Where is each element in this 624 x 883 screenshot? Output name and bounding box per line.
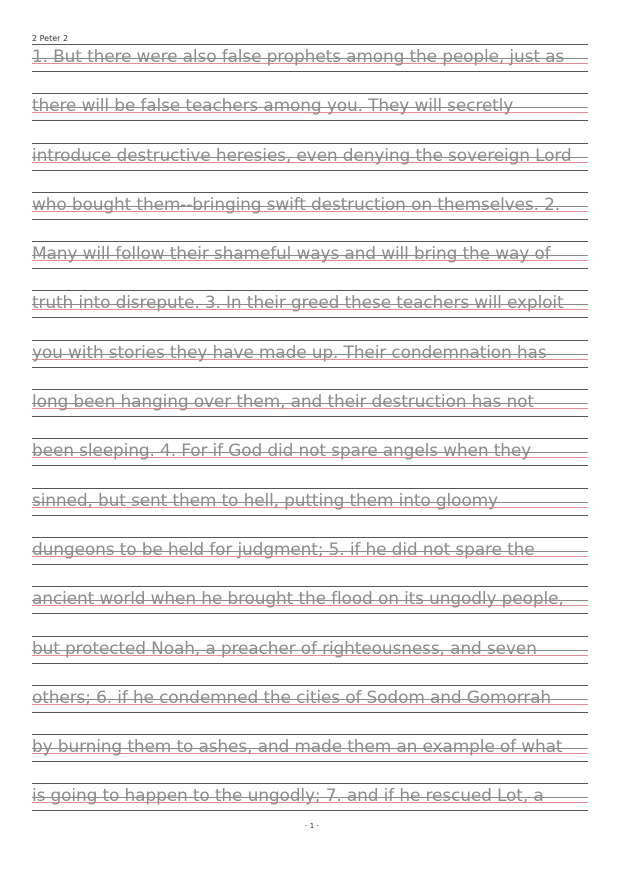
trace-text-line: Many will follow their shameful ways and will bring the way of — [32, 244, 551, 265]
ruling-line — [32, 515, 588, 516]
ruling-line — [32, 810, 588, 811]
trace-text-line: is going to happen to the ungodly; 7. and if he rescued Lot, a — [32, 786, 544, 807]
ruling-line — [32, 340, 588, 341]
ruling-line — [32, 465, 588, 466]
ruling-line — [32, 685, 588, 686]
practice-row — [32, 734, 588, 783]
trace-text-line: you with stories they have made up. Their condemnation has — [32, 342, 547, 363]
practice-row — [32, 586, 588, 635]
trace-text-line: ancient world when he brought the flood on its ungodly people, — [32, 589, 564, 610]
practice-row — [32, 44, 588, 93]
ruling-line — [32, 143, 588, 144]
ruling-line — [32, 586, 588, 587]
ruling-line — [32, 219, 588, 220]
ruling-line — [32, 783, 588, 784]
ruling-line — [32, 488, 588, 489]
trace-text-line: truth into disrepute. 3. In their greed these teachers will exploit — [32, 293, 564, 314]
ruling-line — [32, 761, 588, 762]
page-number: - 1 - — [305, 822, 319, 830]
trace-text-line: long been hanging over them, and their destruction has not — [32, 392, 534, 413]
trace-text-line: sinned, but sent them to hell, putting them into gloomy — [32, 490, 498, 511]
trace-text-line: introduce destructive heresies, even denying the sovereign Lord — [32, 145, 572, 166]
handwriting-practice-lines — [32, 44, 588, 833]
ruling-line — [32, 734, 588, 735]
ruling-line — [32, 537, 588, 538]
ruling-line — [32, 389, 588, 390]
trace-text-line: 1. But there were also false prophets among the people, just as — [32, 47, 565, 67]
practice-row — [32, 241, 588, 290]
practice-row — [32, 636, 588, 685]
practice-row — [32, 340, 588, 389]
ruling-line — [32, 241, 588, 242]
trace-text-line: others; 6. if he condemned the cities of Sodom and Gomorrah — [32, 687, 551, 708]
trace-text-line: by burning them to ashes, and made them an example of what — [32, 737, 563, 758]
practice-row — [32, 488, 588, 537]
practice-row — [32, 290, 588, 339]
practice-row — [32, 192, 588, 241]
trace-text-line: been sleeping. 4. For if God did not spare angels when they — [32, 441, 532, 462]
practice-row — [32, 143, 588, 192]
ruling-line — [32, 317, 588, 318]
ruling-line — [32, 44, 588, 45]
ruling-line — [32, 438, 588, 439]
ruling-line — [32, 712, 588, 713]
ruling-line — [32, 120, 588, 121]
ruling-line — [32, 192, 588, 193]
ruling-line — [32, 564, 588, 565]
practice-row — [32, 537, 588, 586]
trace-text-line: who bought them--bringing swift destruction on themselves. 2. — [32, 194, 560, 215]
ruling-line — [32, 93, 588, 94]
ruling-line — [32, 71, 588, 72]
ruling-line — [32, 170, 588, 171]
ruling-line — [32, 268, 588, 269]
ruling-line — [32, 290, 588, 291]
practice-row — [32, 389, 588, 438]
ruling-line — [32, 416, 588, 417]
ruling-line — [32, 636, 588, 637]
page-header: 2 Peter 2 — [32, 34, 69, 43]
ruling-line — [32, 367, 588, 368]
practice-row — [32, 93, 588, 142]
ruling-line — [32, 613, 588, 614]
trace-text-line: but protected Noah, a preacher of righteousness, and seven — [32, 638, 537, 659]
trace-text-line: dungeons to be held for judgment; 5. if he did not spare the — [32, 539, 535, 560]
ruling-line — [32, 663, 588, 664]
practice-row — [32, 438, 588, 487]
trace-text-line: there will be false teachers among you. They will secretly — [32, 96, 514, 117]
practice-row — [32, 685, 588, 734]
